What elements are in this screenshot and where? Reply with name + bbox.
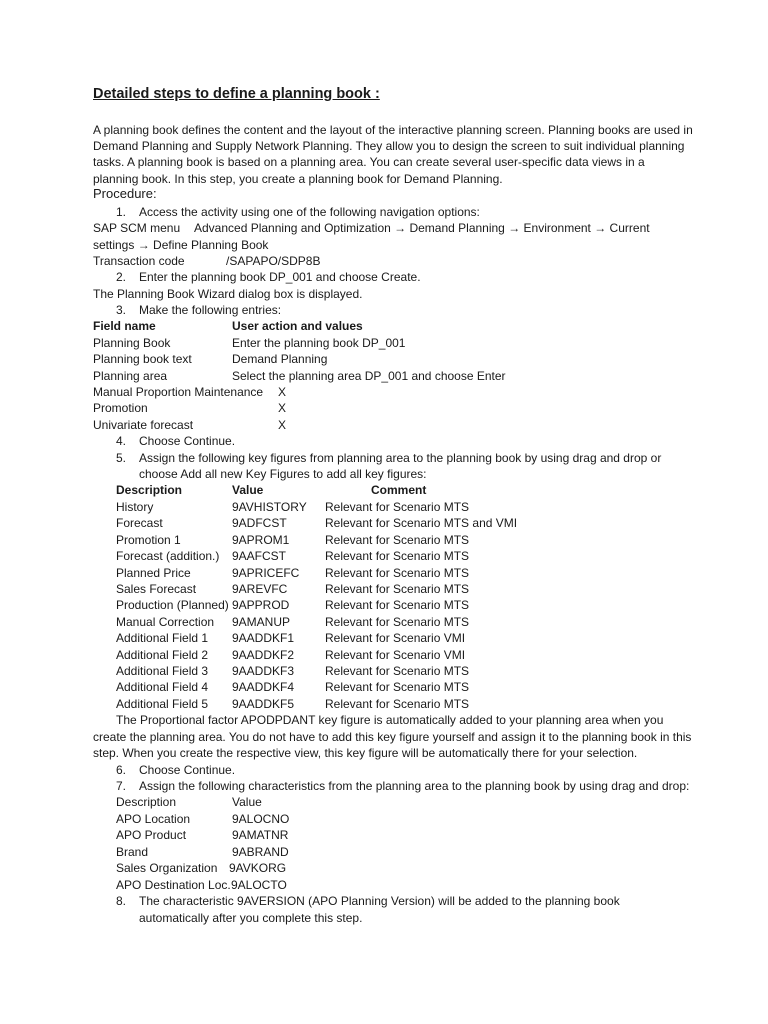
table-cell: X [278, 418, 287, 432]
step-number: 7. [116, 779, 127, 793]
step-text: The characteristic 9AVERSION (APO Planning Version) will be added to the planning book [139, 894, 620, 908]
table-cell: Relevant for Scenario VMI [325, 631, 466, 645]
table-cell: 9ABRAND [232, 845, 289, 859]
menu-path: Advanced Planning and Optimization → Demand Planning → Environment → Current [194, 221, 650, 235]
table-cell: 9ADFCST [232, 516, 287, 530]
intro-line: A planning book defines the content and the layout of the interactive planning screen. Planning books are used in [93, 123, 693, 137]
table-cell: 9AADDKF4 [232, 680, 295, 694]
table-cell: X [278, 401, 287, 415]
step-text: Assign the following characteristics from the planning area to the planning book by using drag and drop: [139, 779, 690, 793]
note-line: create the planning area. You do not have to add this key figure yourself and assign it to the planning book in this [93, 730, 692, 744]
table-cell: 9AMATNR [232, 828, 289, 842]
table-cell: Brand [116, 845, 149, 859]
table-cell: Sales Organization [116, 861, 218, 875]
step-number: 8. [116, 894, 127, 908]
table-header: Field name [93, 319, 156, 333]
table-cell: Additional Field 5 [116, 697, 209, 711]
menu-label: SAP SCM menu [93, 221, 181, 235]
step-text: Access the activity using one of the following navigation options: [139, 205, 480, 219]
step-number: 2. [116, 270, 127, 284]
intro-line: tasks. A planning book is based on a planning area. You can create several user-specific data views in a [93, 155, 645, 169]
table-cell: Relevant for Scenario MTS [325, 582, 470, 596]
table-cell: Forecast (addition.) [116, 549, 220, 563]
table-cell: 9AADDKF5 [232, 697, 295, 711]
table-cell: Sales Forecast [116, 582, 197, 596]
page-title: Detailed steps to define a planning book : [93, 86, 380, 102]
table-cell: Planning Book [93, 336, 171, 350]
step-text: Choose Continue. [139, 763, 236, 777]
step-text: Enter the planning book DP_001 and choose Create. [139, 270, 421, 284]
step-note: The Planning Book Wizard dialog box is displayed. [93, 287, 363, 301]
tcode-label: Transaction code [93, 254, 185, 268]
table-header: Description [116, 483, 183, 497]
table-cell: Additional Field 4 [116, 680, 209, 694]
table-cell: APO Destination Loc. [116, 878, 231, 892]
table-cell: Manual Correction [116, 615, 215, 629]
table-cell: 9APPROD [232, 598, 290, 612]
table-cell: Planned Price [116, 566, 191, 580]
step-text: Choose Continue. [139, 434, 236, 448]
table-cell: APO Product [116, 828, 187, 842]
step-number: 3. [116, 303, 127, 317]
table-cell: Relevant for Scenario MTS [325, 566, 470, 580]
table-cell: Enter the planning book DP_001 [232, 336, 406, 350]
intro-line: Demand Planning and Supply Network Planning. They allow you to design the screen to suit individual planning [93, 139, 685, 153]
table-cell: 9AMANUP [232, 615, 291, 629]
table-cell: Relevant for Scenario VMI [325, 648, 466, 662]
step-text: Make the following entries: [139, 303, 282, 317]
table-cell: Relevant for Scenario MTS [325, 680, 470, 694]
table-header: Comment [371, 483, 427, 497]
table-cell: Relevant for Scenario MTS [325, 615, 470, 629]
table-cell: 9AAFCST [232, 549, 287, 563]
procedure-heading: Procedure: [93, 186, 157, 201]
step-text-cont: automatically after you complete this step. [139, 911, 363, 925]
note-line: The Proportional factor APODPDANT key figure is automatically added to your planning area when you [116, 713, 664, 727]
table-cell: Relevant for Scenario MTS [325, 664, 470, 678]
note-line: step. When you create the respective view, this key figure will be automatically there for your selection. [93, 746, 638, 760]
table-cell: 9AADDKF2 [232, 648, 295, 662]
table-cell: Select the planning area DP_001 and choose Enter [232, 369, 506, 383]
step-text-cont: choose Add all new Key Figures to add all key figures: [139, 467, 427, 481]
table-cell: Univariate forecast [93, 418, 194, 432]
table-header: Value [232, 795, 262, 809]
table-cell: Forecast [116, 516, 163, 530]
table-cell: 9APROM1 [232, 533, 290, 547]
table-cell: Additional Field 2 [116, 648, 209, 662]
table-cell: 9ALOCTO [231, 878, 287, 892]
table-cell: APO Location [116, 812, 191, 826]
table-cell: Additional Field 1 [116, 631, 209, 645]
table-cell: Relevant for Scenario MTS [325, 697, 470, 711]
table-cell: 9AADDKF3 [232, 664, 295, 678]
table-cell: Promotion 1 [116, 533, 181, 547]
table-cell: 9AVHISTORY [232, 500, 307, 514]
table-header: User action and values [232, 319, 363, 333]
table-cell: Relevant for Scenario MTS [325, 500, 470, 514]
intro-line: planning book. In this step, you create a planning book for Demand Planning. [93, 172, 503, 186]
table-cell: 9ALOCNO [232, 812, 290, 826]
step-number: 1. [116, 205, 127, 219]
table-cell: Demand Planning [232, 352, 328, 366]
table-header: Description [116, 795, 177, 809]
table-cell: Promotion [93, 401, 148, 415]
table-cell: Relevant for Scenario MTS [325, 598, 470, 612]
table-cell: Additional Field 3 [116, 664, 209, 678]
table-cell: Relevant for Scenario MTS [325, 533, 470, 547]
table-cell: Planning area [93, 369, 168, 383]
table-cell: Production (Planned) [116, 598, 229, 612]
table-cell: History [116, 500, 154, 514]
table-header: Value [232, 483, 264, 497]
step-number: 6. [116, 763, 127, 777]
table-cell: X [278, 385, 287, 399]
table-cell: 9AVKORG [229, 861, 287, 875]
table-cell: Planning book text [93, 352, 192, 366]
table-cell: 9AADDKF1 [232, 631, 295, 645]
table-cell: 9AREVFC [232, 582, 288, 596]
tcode-value: /SAPAPO/SDP8B [226, 254, 321, 268]
step-number: 4. [116, 434, 127, 448]
step-text: Assign the following key figures from planning area to the planning book by using drag and drop or [139, 451, 662, 465]
step-number: 5. [116, 451, 127, 465]
menu-path-cont: settings → Define Planning Book [93, 238, 269, 252]
table-cell: 9APRICEFC [232, 566, 300, 580]
table-cell: Relevant for Scenario MTS and VMI [325, 516, 518, 530]
table-cell: Manual Proportion Maintenance [93, 385, 264, 399]
table-cell: Relevant for Scenario MTS [325, 549, 470, 563]
